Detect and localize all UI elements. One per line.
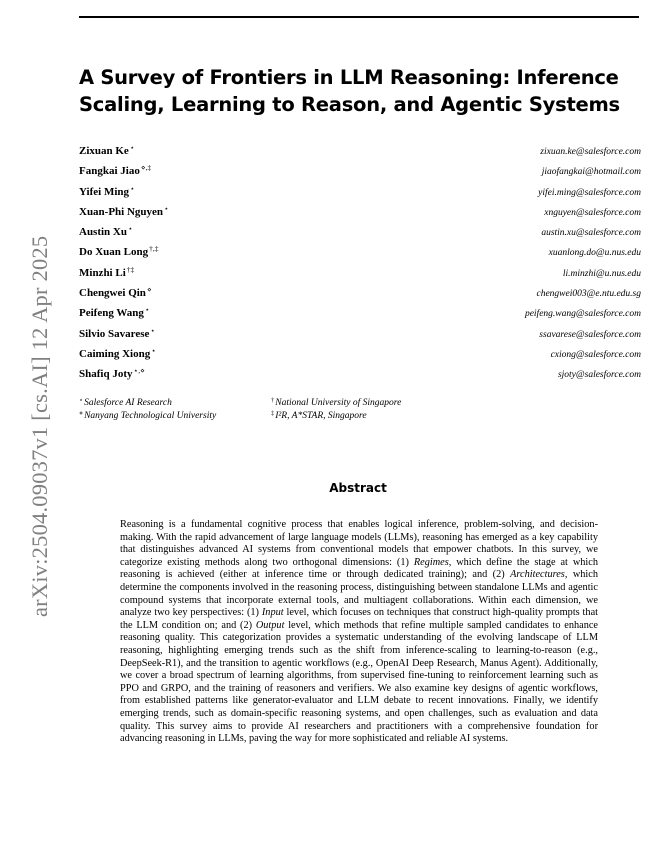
author-row — [79, 345, 641, 368]
author-name: Chengwei Qin⋄ — [79, 285, 152, 300]
abstract-heading: Abstract — [329, 481, 387, 495]
abstract-emphasis: Architectures — [510, 569, 565, 581]
affiliation-salesforce: ⋆Salesforce AI Research — [79, 397, 172, 408]
author-row — [79, 165, 641, 185]
abstract-text: level, which focuses on techniques that construct high-quality prompts that the LLM condition on; and (2) — [120, 607, 598, 631]
author-email: cxiong@salesforce.com — [550, 349, 641, 360]
author-name: Zixuan Ke⋆ — [79, 143, 135, 157]
affiliation-nus: †National University of Singapore — [271, 397, 402, 408]
author-row — [79, 287, 641, 307]
author-row — [79, 183, 641, 206]
abstract-emphasis: Input — [261, 607, 284, 619]
abstract-text: level, which methods that refine multiple sampled candidates to enhance reasoning quality. This categorization provides a systematic understanding of the evolving landscape of LLM reasoning, highlighting emerging trends such as the shift from inference-scaling to learning-to-reason (e.g., DeepSeek-R1), and the transition to agentic workflows (e.g., OpenAI Deep Research, Manus Agent). Additionally, we cover a broad spectrum of learning algorithms, from supervised fine-tuning to reinforcement learning such as PPO and GRPO, and the training of reasoners and verifiers. We also examine key designs of agentic workflows, from established patterns like generator-evaluator and LLM debate to recent innovations. Finally, we identify emerging trends, such as domain-specific reasoning systems, and open challenges, such as evaluation and data quality. This survey aims to provide AI researchers and practitioners with a comprehensive foundation for advancing reasoning in LLMs, paving the way for more sophisticated and reliable AI systems. — [120, 619, 598, 745]
abstract-text: Reasoning is a fundamental cognitive process that enables logical inference, problem-solving, and decision-making. With the rapid advancement of large language models (LLMs), reasoning has emerged as a key capability that distinguishes advanced AI systems from conventional models that empower chatbots. In this survey, we categorize existing methods along two orthogonal dimensions: (1) — [120, 519, 598, 568]
affiliation-marks: ⋆ — [130, 183, 135, 193]
affiliation-marks: †‡ — [126, 264, 135, 274]
affiliation-marks: ⋄,‡ — [140, 163, 152, 173]
affiliation-marks: ⋆ — [128, 224, 133, 234]
author-row — [79, 307, 641, 327]
author-name: Do Xuan Long†,‡ — [79, 244, 159, 259]
author-email: yifei.ming@salesforce.com — [538, 187, 641, 198]
author-email: ssavarese@salesforce.com — [539, 329, 641, 340]
author-email: li.minzhi@u.nus.edu — [562, 268, 641, 279]
author-row — [79, 264, 641, 287]
affiliation-marks: ⋄ — [146, 285, 152, 295]
author-name: Austin Xu⋆ — [79, 224, 133, 239]
author-name: Yifei Ming⋆ — [79, 183, 135, 198]
top-rule — [79, 16, 639, 18]
affiliation-marks: ⋆ — [129, 143, 135, 152]
author-name: Caiming Xiong⋆ — [79, 345, 156, 360]
abstract-text: , which determine the components involved in the reasoning process, distinguishing between standalone LLMs and agentic compound systems that incorporate external tools, and multiagent collaborations. Within each dimension, we analyze two key perspectives: (1) — [120, 569, 598, 619]
affiliation-i2r: ‡I²R, A*STAR, Singapore — [271, 410, 367, 421]
affiliation-marks: ⋆,⋄ — [133, 366, 145, 376]
author-list — [79, 145, 641, 389]
author-name: Shafiq Joty⋆,⋄ — [79, 366, 145, 381]
author-row — [79, 368, 641, 388]
author-email: sjoty@salesforce.com — [557, 370, 641, 381]
abstract-text: , which define the stage at which reasoning is achieved (either at inference time or through dedicated training); and (2) — [120, 556, 598, 581]
affiliation-marks: ⋆ — [164, 203, 169, 213]
author-row — [79, 246, 641, 266]
abstract-emphasis: Regimes — [413, 556, 449, 568]
arxiv-identifier: arXiv:2504.09037v1 [cs.AI] 12 Apr 2025 — [27, 235, 52, 617]
abstract-emphasis: Output — [255, 619, 285, 631]
author-email: peifeng.wang@salesforce.com — [524, 309, 641, 320]
author-row — [79, 203, 641, 226]
affiliation-marks: ⋆ — [150, 325, 156, 335]
abstract-body — [120, 519, 598, 746]
author-name: Peifeng Wang⋆ — [79, 305, 150, 320]
author-name: Silvio Savarese⋆ — [79, 325, 156, 340]
affiliation-marks: ⋆ — [144, 305, 150, 315]
author-name: Fangkai Jiao⋄,‡ — [79, 163, 152, 178]
affiliations — [79, 397, 401, 423]
affiliation-marks: †,‡ — [149, 244, 159, 254]
author-email: zixuan.ke@salesforce.com — [540, 147, 641, 157]
author-email: jiaofangkai@hotmail.com — [541, 167, 641, 178]
author-row — [79, 145, 641, 165]
author-email: xnguyen@salesforce.com — [544, 207, 641, 218]
author-email: austin.xu@salesforce.com — [541, 228, 641, 239]
author-name: Minzhi Li†‡ — [79, 264, 135, 279]
affiliation-marks: ⋆ — [151, 345, 156, 355]
affiliation-row — [79, 410, 401, 423]
author-row — [79, 226, 641, 246]
author-row — [79, 325, 641, 348]
author-email: xuanlong.do@u.nus.edu — [548, 248, 641, 259]
paper-title: A Survey of Frontiers in LLM Reasoning: Inference Scaling, Learning to Reason, and Agentic Systems — [79, 66, 620, 116]
affiliation-row — [79, 397, 401, 410]
author-email: chengwei003@e.ntu.edu.sg — [536, 289, 641, 300]
author-name: Xuan-Phi Nguyen⋆ — [79, 203, 169, 218]
affiliation-ntu: ⋄Nanyang Technological University — [79, 410, 217, 421]
